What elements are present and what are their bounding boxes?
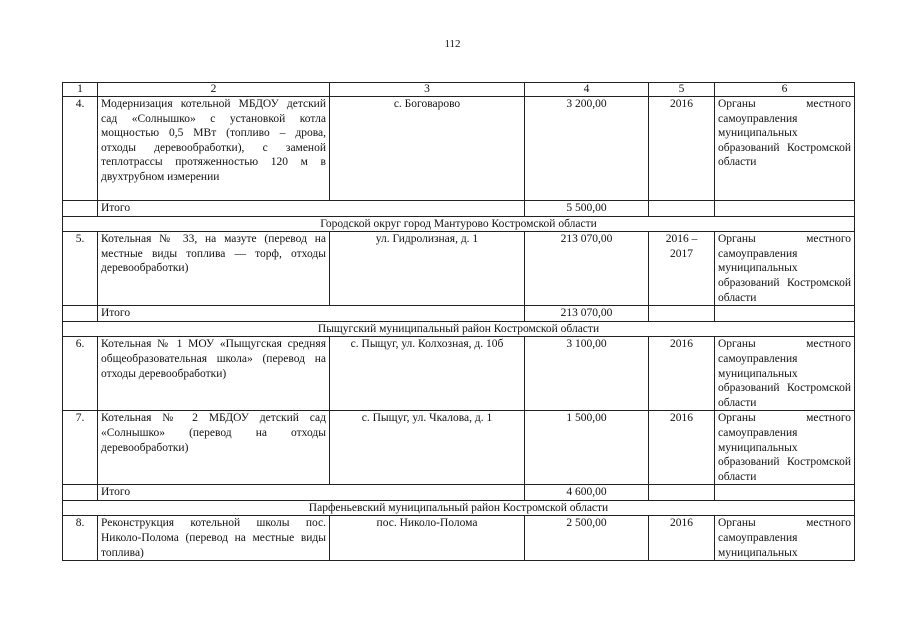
header-cell: 4 xyxy=(525,83,649,97)
row-year: 2016 xyxy=(649,337,715,411)
header-cell: 5 xyxy=(649,83,715,97)
header-cell: 3 xyxy=(330,83,525,97)
row-number: 7. xyxy=(63,411,98,485)
row-location: с. Пыщуг, ул. Чкалова, д. 1 xyxy=(330,411,525,485)
section-heading-row xyxy=(63,321,855,337)
table-row xyxy=(63,411,855,485)
total-row xyxy=(63,306,855,322)
total-row xyxy=(63,485,855,501)
row-responsible: Органы местного самоуправления муниципальных образований Костромской области xyxy=(715,411,855,485)
total-label: Итого xyxy=(98,485,525,501)
program-table xyxy=(62,82,855,561)
header-cell: 6 xyxy=(715,83,855,97)
row-number: 5. xyxy=(63,232,98,306)
section-heading-row xyxy=(63,500,855,516)
row-amount: 3 200,00 xyxy=(525,97,649,201)
row-year: 2016 – 2017 xyxy=(649,232,715,306)
row-number: 6. xyxy=(63,337,98,411)
section-heading: Пыщугский муниципальный район Костромской области xyxy=(63,321,855,337)
total-label: Итого xyxy=(98,201,525,217)
total-row xyxy=(63,201,855,217)
row-location: пос. Николо-Полома xyxy=(330,516,525,561)
row-description: Котельная № 33, на мазуте (перевод на местные виды топлива — торф, отходы деревообработки) xyxy=(98,232,330,306)
table-row xyxy=(63,337,855,411)
row-number: 8. xyxy=(63,516,98,561)
row-responsible: Органы местного самоуправления муниципальных образований Костромской области xyxy=(715,232,855,306)
row-location: с. Боговарово xyxy=(330,97,525,201)
table-header-row xyxy=(63,83,855,97)
section-heading: Городской округ город Мантурово Костромской области xyxy=(63,216,855,232)
total-value: 4 600,00 xyxy=(525,485,649,501)
row-description: Котельная № 2 МБДОУ детский сад «Солнышко» (перевод на отходы деревообработки) xyxy=(98,411,330,485)
row-number: 4. xyxy=(63,97,98,201)
total-value: 5 500,00 xyxy=(525,201,649,217)
header-cell: 2 xyxy=(98,83,330,97)
row-responsible: Органы местного самоуправления муниципальных образований Костромской области xyxy=(715,337,855,411)
row-year: 2016 xyxy=(649,411,715,485)
row-description: Реконструкция котельной школы пос. Николо-Полома (перевод на местные виды топлива) xyxy=(98,516,330,561)
table-row xyxy=(63,232,855,306)
row-year: 2016 xyxy=(649,516,715,561)
row-description: Котельная № 1 МОУ «Пыщугская средняя общеобразовательная школа» (перевод на отходы деревообработки) xyxy=(98,337,330,411)
row-location: с. Пыщуг, ул. Колхозная, д. 10б xyxy=(330,337,525,411)
row-description: Модернизация котельной МБДОУ детский сад «Солнышко» с установкой котла мощностью 0,5 МВт (топливо – дрова, отходы деревообработки), с заменой теплотрассы протяженностью 120 м в двухтрубном измерении xyxy=(98,97,330,201)
row-responsible: Органы местного самоуправления муниципальных образований Костромской области xyxy=(715,97,855,201)
total-label: Итого xyxy=(98,306,525,322)
page-number: 112 xyxy=(444,38,461,50)
row-responsible: Органы местного самоуправления муниципальных xyxy=(715,516,855,561)
row-amount: 3 100,00 xyxy=(525,337,649,411)
table-row xyxy=(63,516,855,561)
total-value: 213 070,00 xyxy=(525,306,649,322)
row-year: 2016 xyxy=(649,97,715,201)
row-amount: 1 500,00 xyxy=(525,411,649,485)
row-amount: 2 500,00 xyxy=(525,516,649,561)
header-cell: 1 xyxy=(63,83,98,97)
table-row xyxy=(63,97,855,201)
section-heading: Парфеньевский муниципальный район Костромской области xyxy=(63,500,855,516)
row-location: ул. Гидролизная, д. 1 xyxy=(330,232,525,306)
row-amount: 213 070,00 xyxy=(525,232,649,306)
section-heading-row xyxy=(63,216,855,232)
